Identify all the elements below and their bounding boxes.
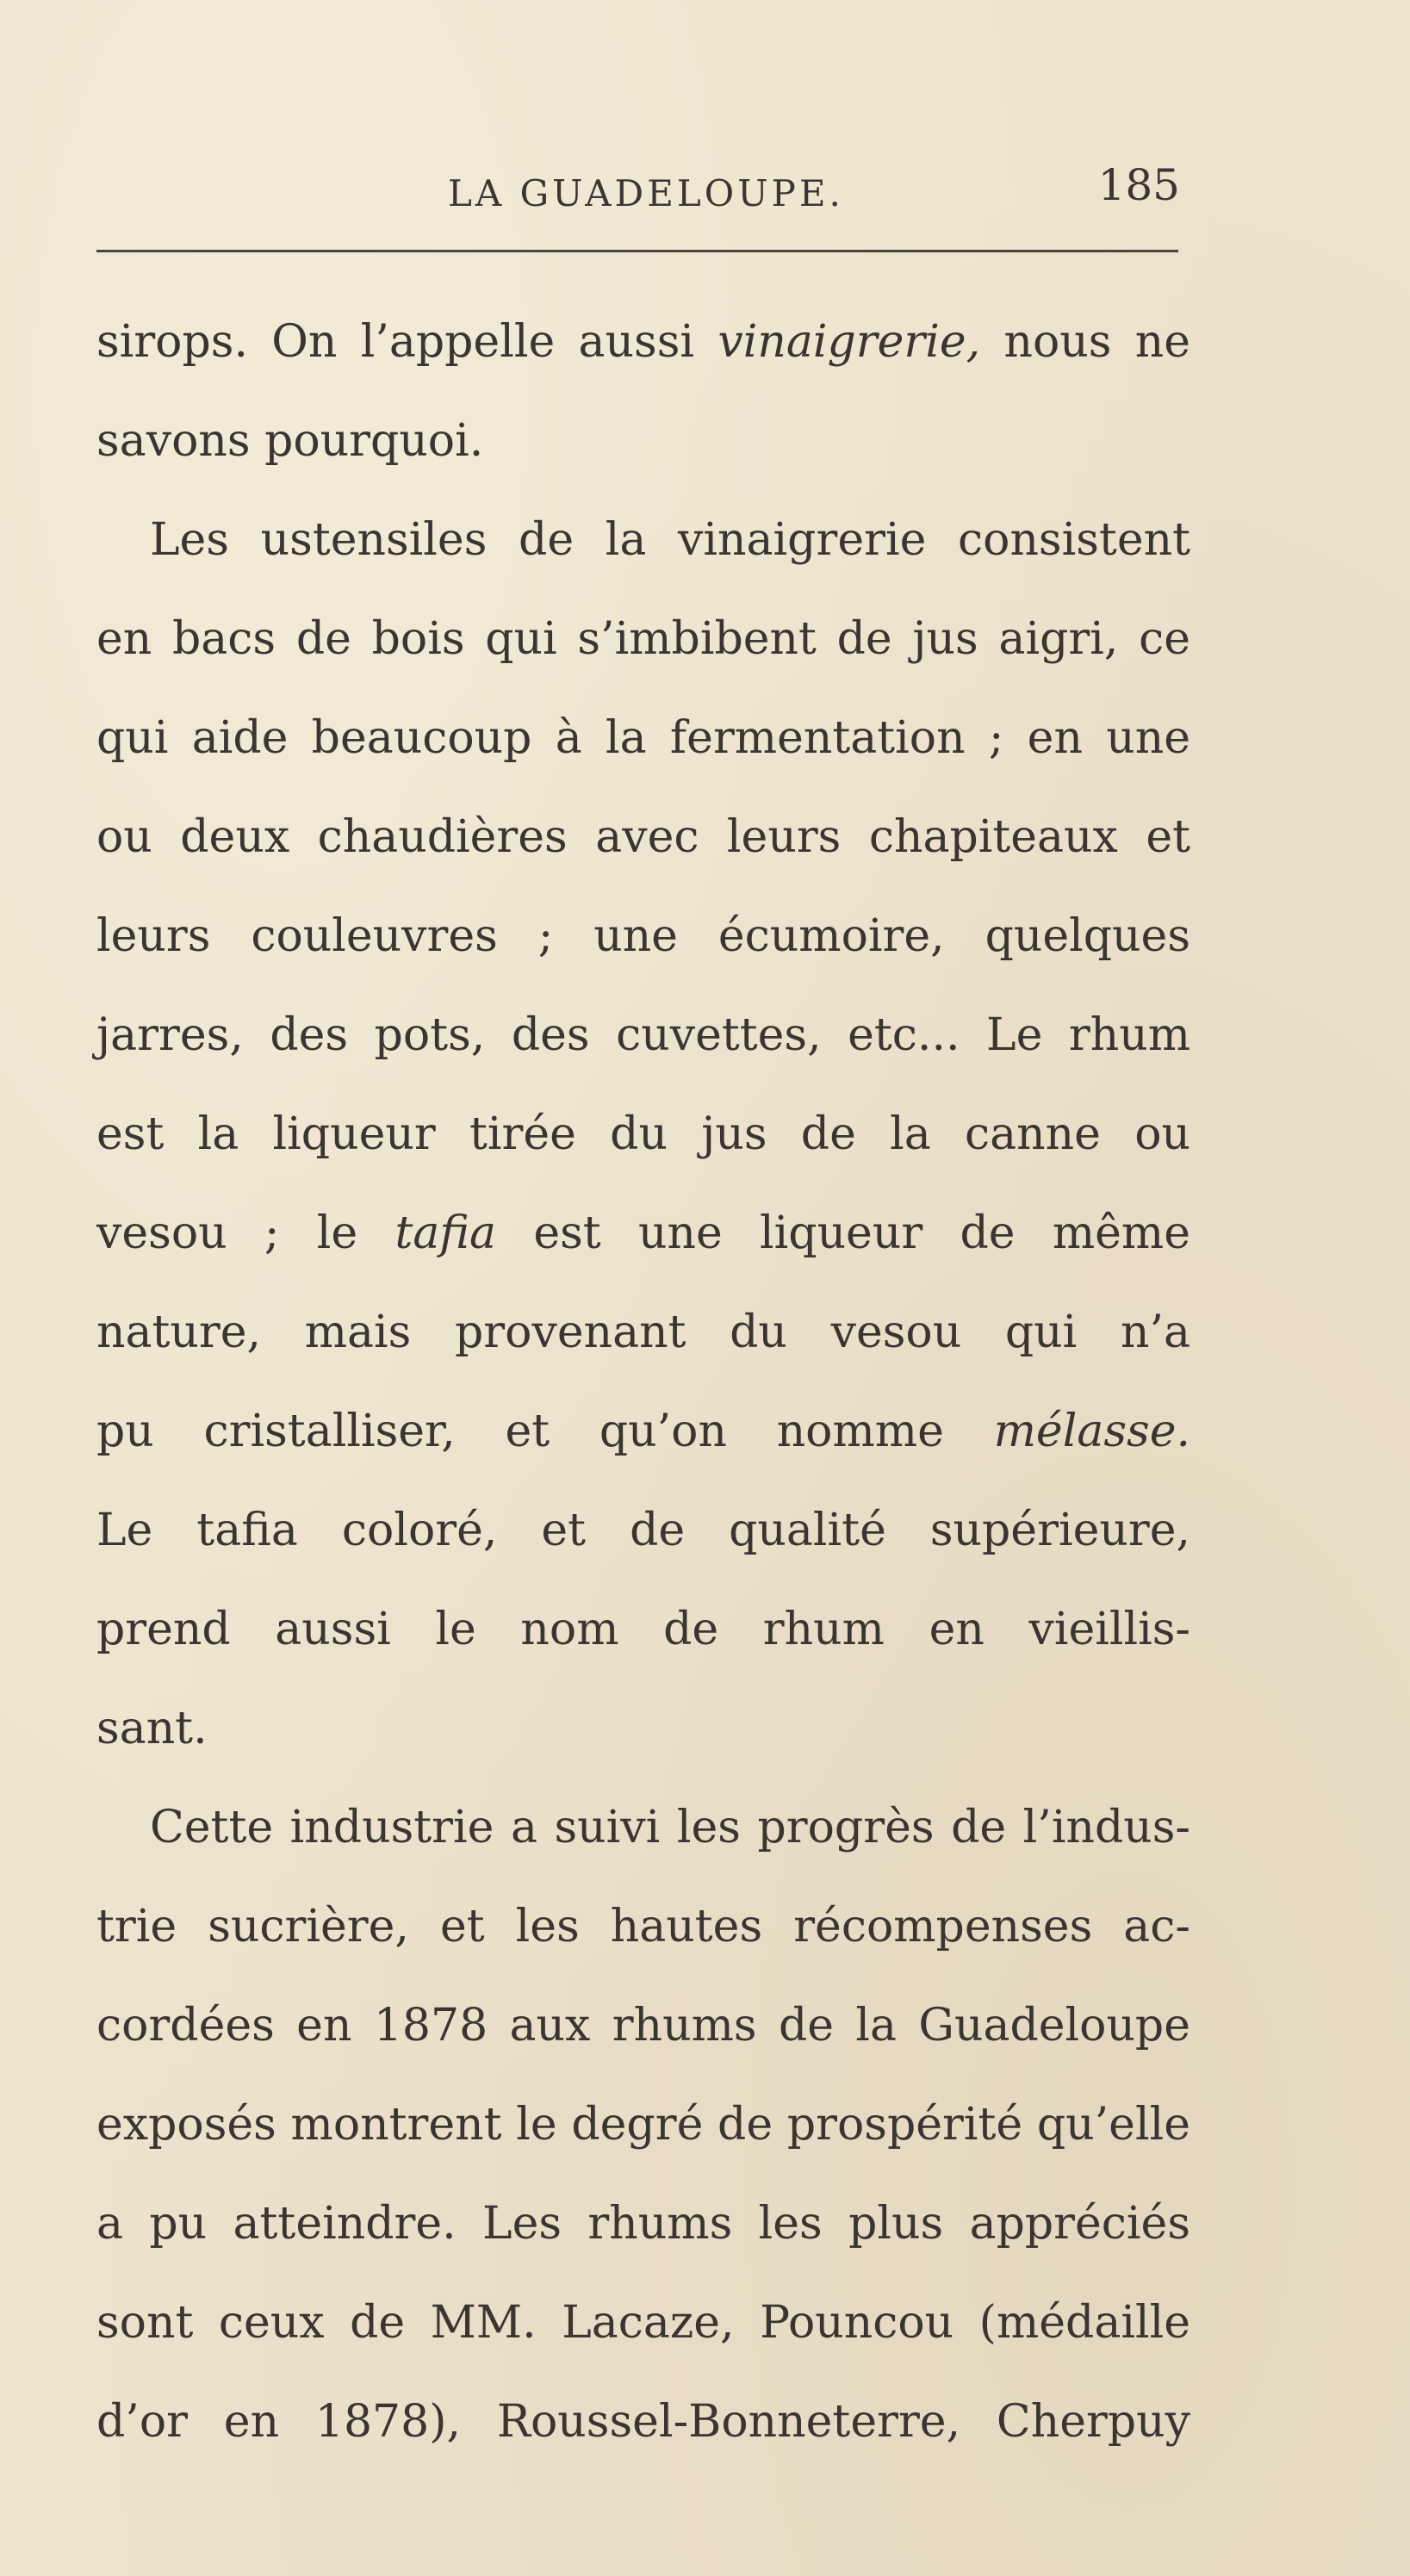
header-rule xyxy=(96,250,1178,252)
text-run: Les ustensiles de la vinaigrerie consistent xyxy=(150,514,1190,566)
text-line xyxy=(96,590,1190,689)
running-head-title: LA GUADELOUPE. xyxy=(448,172,844,214)
text-run: jarres, des pots, des cuvettes, etc... Le rhum xyxy=(96,1009,1190,1061)
text-line xyxy=(96,2076,1190,2175)
italic-term: vinaigrerie, xyxy=(717,316,981,368)
text-line xyxy=(96,689,1190,788)
text-line xyxy=(96,2373,1190,2472)
text-line xyxy=(96,2274,1190,2373)
text-run: exposés montrent le degré de prospérité qu’elle xyxy=(96,2099,1190,2151)
text-line xyxy=(96,1878,1190,1977)
text-line xyxy=(96,1283,1190,1382)
text-run: pu cristalliser, et qu’on nomme xyxy=(96,1406,994,1457)
text-run: Cette industrie a suivi les progrès de l’indus- xyxy=(150,1802,1190,1853)
text-run: cordées en 1878 aux rhums de la Guadeloupe xyxy=(96,2000,1190,2051)
text-line xyxy=(96,1481,1190,1580)
text-line xyxy=(96,1977,1190,2076)
text-line xyxy=(96,1580,1190,1679)
text-run: est la liqueur tirée du jus de la canne ou xyxy=(96,1108,1190,1160)
text-run: trie sucrière, et les hautes récompenses ac- xyxy=(96,1901,1190,1952)
text-line xyxy=(96,1184,1190,1283)
text-line xyxy=(96,2175,1190,2274)
text-run: vesou ; le xyxy=(96,1207,395,1259)
page-number: 185 xyxy=(1097,160,1180,210)
text-run: ou deux chaudières avec leurs chapiteaux et xyxy=(96,811,1190,863)
italic-term: mélasse. xyxy=(993,1406,1190,1457)
text-line xyxy=(96,986,1190,1085)
text-run: Le tafia coloré, et de qualité supérieure, xyxy=(96,1505,1190,1556)
text-run: d’or en 1878), Roussel-Bonneterre, Cherpuy xyxy=(96,2396,1190,2448)
text-line xyxy=(96,887,1190,986)
text-run: sont ceux de MM. Lacaze, Pouncou (médaille xyxy=(96,2297,1190,2349)
text-run: sant. xyxy=(96,1703,208,1754)
text-run: nature, mais provenant du vesou qui n’a xyxy=(96,1307,1190,1358)
text-line xyxy=(96,293,1190,392)
text-line xyxy=(96,1382,1190,1481)
text-line xyxy=(96,788,1190,887)
text-run: leurs couleuvres ; une écumoire, quelques xyxy=(96,910,1190,962)
text-run: est une liqueur de même xyxy=(496,1207,1190,1259)
text-run: qui aide beaucoup à la fermentation ; en une xyxy=(96,712,1190,764)
body-text xyxy=(96,293,1190,2472)
text-run: prend aussi le nom de rhum en vieillis- xyxy=(96,1604,1190,1655)
text-line xyxy=(96,1085,1190,1184)
text-run: nous ne xyxy=(980,316,1190,368)
text-run: a pu atteindre. Les rhums les plus appréciés xyxy=(96,2198,1190,2250)
text-run: en bacs de bois qui s’imbibent de jus aigri, ce xyxy=(96,613,1190,665)
text-line xyxy=(96,1679,1190,1778)
text-line xyxy=(96,1778,1190,1878)
text-line xyxy=(96,392,1190,491)
text-run: savons pourquoi. xyxy=(96,415,484,467)
running-head xyxy=(103,155,1189,224)
text-line xyxy=(96,491,1190,590)
text-run: sirops. On l’appelle aussi xyxy=(96,316,718,368)
italic-term: tafia xyxy=(394,1207,497,1259)
